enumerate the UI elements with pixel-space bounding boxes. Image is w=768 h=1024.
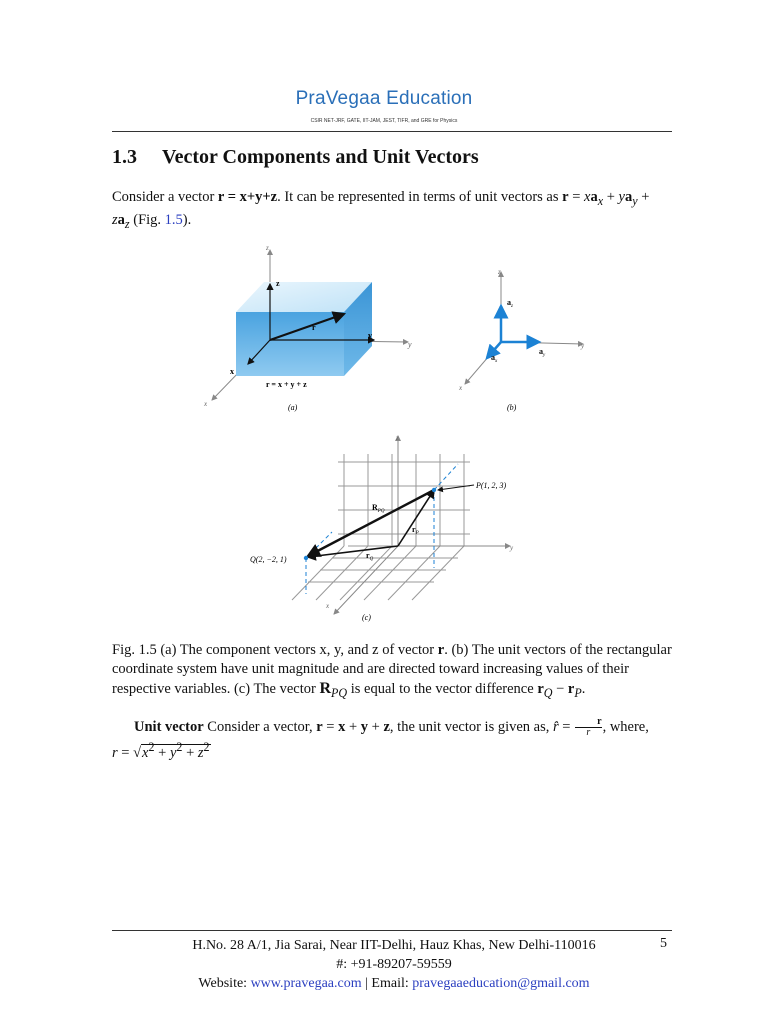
ay-label: $a_y$ — [539, 347, 546, 358]
point-q — [304, 556, 308, 560]
unit-vector-heading: Unit vector — [134, 718, 204, 735]
footer-contact — [112, 974, 676, 993]
vector-sum-equation: r = x + y + z — [316, 718, 390, 735]
rq-label: $r_Q$ — [366, 551, 374, 562]
unit-text-b: , the unit vector is given as, — [389, 718, 554, 735]
fig-ref-prefix: (Fig. — [129, 211, 165, 228]
vec-x-label: x — [230, 367, 234, 376]
q-label: Q(2, −2, 1) — [250, 555, 287, 564]
axis-y-c-label: y — [510, 544, 514, 552]
figure-a — [198, 240, 428, 420]
section-title: Vector Components and Unit Vectors — [162, 146, 479, 168]
logo-tagline: CSIR NET-JRF, GATE, IIT-JAM, JEST, TIFR, and GRE for Physics — [310, 118, 458, 124]
magnitude-formula: $r = √x^2 + y^2 + z^2$ — [112, 740, 210, 761]
figure-caption — [112, 641, 676, 703]
point-p — [432, 488, 436, 492]
unit-text-a: Consider a vector, — [203, 718, 317, 735]
caption-rpq: $R_{PQ}$ — [319, 680, 348, 700]
footer-rule — [112, 930, 672, 931]
axis-z-b-label: z — [498, 268, 501, 276]
fig-c-label: (c) — [362, 613, 371, 622]
fig-ref-suffix: ). — [182, 211, 192, 228]
intro-text-2: . It can be represented in terms of unit vectors as — [277, 189, 563, 205]
fig-a-label: (a) — [288, 403, 298, 412]
sum-label: r = x + y + z — [266, 380, 307, 389]
section-heading — [112, 146, 479, 169]
vector-definition: r = x+y+z — [217, 189, 278, 205]
unit-vector-paragraph — [112, 717, 676, 763]
caption-text-b: . (b) The unit vectors of the rectangular coordinate system have unit magnitude and are directed toward increasing values of their respective variables. (c) The vector — [112, 642, 672, 697]
website-link[interactable]: www.pravegaa.com — [250, 976, 362, 991]
footer-phone: #: +91-89207-59559 — [336, 957, 452, 972]
vec-z-label: z — [276, 279, 280, 288]
axis-y-label: y — [408, 340, 412, 349]
vec-r-label: r — [312, 323, 316, 332]
caption-vector-r: r — [437, 642, 445, 658]
caption-text-c: is equal to the vector difference — [347, 681, 538, 697]
vec-y-label: y — [368, 331, 372, 340]
figure-link[interactable]: 1.5 — [164, 211, 183, 228]
section-number: 1.3 — [112, 146, 137, 168]
figure-c — [248, 428, 538, 626]
dashed-guides — [306, 464, 458, 594]
unit-vector-formula: r̂ = $\frac{r}{r}$ — [553, 716, 602, 738]
logo-word: Education — [386, 88, 473, 109]
intro-paragraph — [112, 188, 676, 234]
logo-brand: PraVegaa — [295, 88, 381, 109]
axis-x-b-label: x — [459, 384, 463, 392]
axis-z-c-label: z — [396, 434, 399, 442]
unit-text-c: , where, — [602, 718, 649, 735]
box-front — [236, 312, 344, 376]
p-label: P(1, 2, 3) — [476, 481, 507, 490]
page-number: 5 — [660, 936, 667, 951]
footer-address: H.No. 28 A/1, Jia Sarai, Near IIT-Delhi, Hauz Khas, New Delhi-110016 — [192, 938, 596, 953]
rp-label: $r_P$ — [412, 525, 419, 536]
website-label: Website: — [198, 976, 251, 991]
axis-x-c-label: x — [326, 602, 330, 610]
intro-text: Consider a vector — [112, 189, 218, 205]
figure-b — [455, 262, 595, 418]
az-label: $a_z$ — [507, 298, 513, 309]
grid — [292, 454, 470, 600]
email-link[interactable]: pravegaaeducation@gmail.com — [412, 976, 590, 991]
header-rule — [112, 131, 672, 132]
axis-y-b-label: y — [581, 342, 585, 350]
email-label: | Email: — [361, 976, 413, 991]
axis-z-label: z — [266, 244, 269, 252]
caption-difference: $r_Q - r_P$. — [537, 681, 586, 700]
caption-text-a: Fig. 1.5 (a) The component vectors x, y, and z of vector — [112, 642, 438, 658]
rpq-label: $R_{PQ}$ — [372, 503, 385, 514]
axis-x-label: x — [204, 400, 208, 408]
ax-label: $a_x$ — [491, 353, 498, 364]
fig-b-label: (b) — [507, 403, 517, 412]
unit-vector-equation: $r = xa_x + ya_y$ + $za_z$ — [112, 189, 650, 231]
logo — [0, 88, 768, 110]
